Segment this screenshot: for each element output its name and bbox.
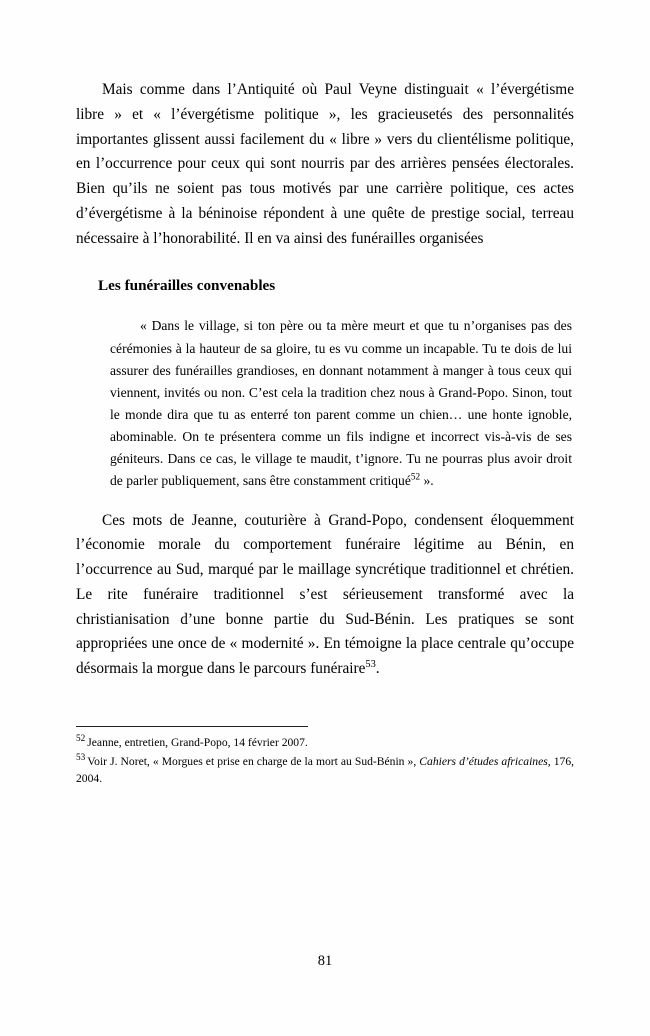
footnote-53-journal-title: Cahiers d’études africaines, — [419, 754, 551, 768]
block-quote — [110, 315, 574, 492]
footnote-53-text-tail: 176, 2004. — [76, 754, 575, 785]
footnote-52-text: Jeanne, entretien, Grand-Popo, 14 février 2007. — [87, 735, 308, 749]
quote-text: « Dans le village, si ton père ou ta mère meurt et que tu n’organises pas des cérémonies à la hauteur de sa gloire, tu es vu comme un incapable. Tu te dois de lui assurer des funérailles grandioses, en donnant notamment à manger à tous ceux qui viennent, invités ou non. C’est cela la tradition chez nous à Grand-Popo. Sinon, tout le monde dira que tu as enterré ton parent comme un chien… une honte ignoble, abominable. On te présentera comme un fils indigne et incorrect vis-à-vis de ses géniteurs. Dans ce cas, le village te maudit, t’ignore. Tu ne pourras plus avoir droit de parler publiquement, sans être constamment critiqué — [110, 318, 572, 489]
footnote-marker-52[interactable]: 52 — [410, 471, 421, 482]
footnote-53-text: Voir J. Noret, « Morgues et prise en charge de la mort au Sud-Bénin », — [87, 754, 420, 768]
section-heading: Les funérailles convenables — [98, 277, 276, 295]
quote-text-tail: ». — [420, 473, 434, 489]
paragraph-jeanne-tail: . — [375, 660, 380, 678]
footnote-52-number: 52 — [76, 734, 86, 745]
footnote-53-number: 53 — [76, 752, 86, 763]
page-number: 81 — [317, 953, 333, 969]
footnotes-area — [76, 735, 574, 787]
paragraph-jeanne — [76, 509, 574, 682]
footnote-52 — [76, 735, 574, 752]
footnote-marker-53[interactable]: 53 — [365, 659, 376, 671]
footnote-53 — [76, 754, 574, 788]
footnote-separator-rule — [76, 726, 308, 727]
paragraph-evergetisme: Mais comme dans l’Antiquité où Paul Veyne distinguait « l’évergétisme libre » et « l’évergétisme politique », les gracieusetés des personnalités importantes glissent aussi facilement du « libre » vers du clientélisme politique, en l’occurrence pour ceux qui sont nourris par des arrières pensées électorales. Bien qu’ils ne soient pas tous motivés par une carrière politique, ces actes d’évergétisme à la béninoise répondent à une quête de prestige social, terreau nécessaire à l’honorabilité. Il en va ainsi des funérailles organisées — [76, 81, 574, 247]
paragraph-jeanne-text: Ces mots de Jeanne, couturière à Grand-Popo, condensent éloquemment l’économie morale du comportement funéraire légitime au Bénin, en l’occurrence au Sud, marqué par le maillage syncrétique traditionnel et chrétien. Le rite funéraire traditionnel s’est sérieusement transformé avec la christianisation d’une bonne partie du Sud-Bénin. Les pratiques se sont appropriées une once de « modernité ». En témoigne la place centrale qu’occupe désormais la morgue dans le parcours funéraire — [76, 511, 574, 678]
